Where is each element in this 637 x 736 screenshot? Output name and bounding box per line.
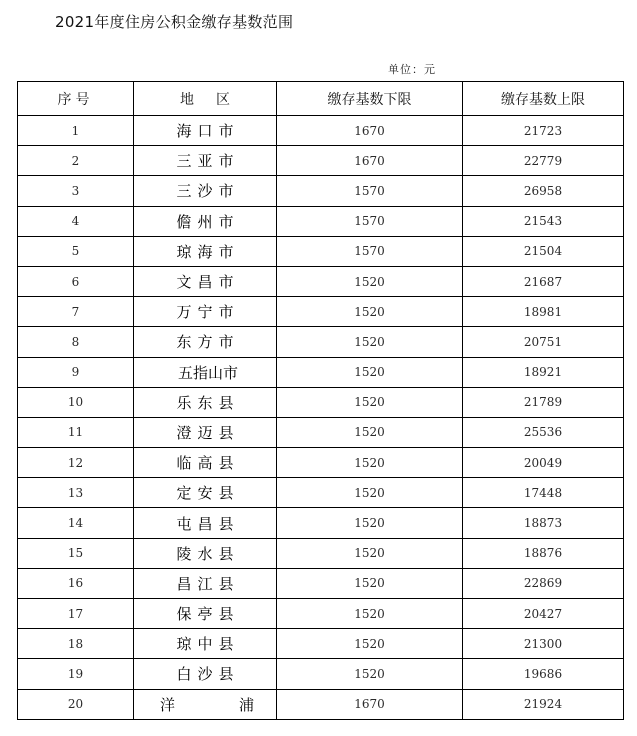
table-row [18,327,624,357]
table-row [18,417,624,447]
region-char: 浦 [238,695,254,714]
table-row [18,629,624,659]
cell-index: 11 [18,417,134,447]
cell-index: 10 [18,387,134,417]
contribution-base-table [17,81,624,720]
cell-region: 儋州市 [134,206,277,236]
cell-lower-limit: 1520 [277,448,463,478]
cell-upper-limit: 21300 [463,629,624,659]
cell-upper-limit: 25536 [463,417,624,447]
cell-region [134,689,277,719]
cell-upper-limit: 18981 [463,297,624,327]
cell-region: 文昌市 [134,266,277,296]
table-row [18,146,624,176]
region-name-spread [140,694,276,715]
cell-lower-limit: 1520 [277,659,463,689]
cell-region: 澄迈县 [134,417,277,447]
table-row [18,448,624,478]
table-row [18,568,624,598]
table-row [18,236,624,266]
cell-region: 五指山市 [134,357,277,387]
cell-index: 18 [18,629,134,659]
table-row [18,659,624,689]
table-row [18,478,624,508]
cell-region: 屯昌县 [134,508,277,538]
table-row [18,266,624,296]
table-row [18,116,624,146]
table-row [18,357,624,387]
cell-index: 8 [18,327,134,357]
cell-upper-limit: 21723 [463,116,624,146]
table-body [18,116,624,720]
cell-lower-limit: 1520 [277,266,463,296]
cell-lower-limit: 1520 [277,297,463,327]
cell-upper-limit: 20049 [463,448,624,478]
header-region: 地区 [134,82,277,116]
table-row [18,387,624,417]
cell-lower-limit: 1520 [277,387,463,417]
cell-region: 三沙市 [134,176,277,206]
cell-index: 19 [18,659,134,689]
table-row [18,297,624,327]
cell-upper-limit: 21924 [463,689,624,719]
cell-index: 20 [18,689,134,719]
cell-upper-limit: 20751 [463,327,624,357]
cell-region: 临高县 [134,448,277,478]
table-row [18,599,624,629]
cell-upper-limit: 21504 [463,236,624,266]
cell-lower-limit: 1520 [277,417,463,447]
cell-upper-limit: 18873 [463,508,624,538]
cell-region: 定安县 [134,478,277,508]
document-title: 2021年度住房公积金缴存基数范围 [55,13,294,31]
cell-index: 16 [18,568,134,598]
cell-lower-limit: 1520 [277,508,463,538]
cell-upper-limit: 20427 [463,599,624,629]
table-row [18,538,624,568]
cell-lower-limit: 1670 [277,146,463,176]
header-upper-limit: 缴存基数上限 [463,82,624,116]
cell-upper-limit: 21543 [463,206,624,236]
cell-upper-limit: 19686 [463,659,624,689]
cell-upper-limit: 22869 [463,568,624,598]
cell-lower-limit: 1570 [277,206,463,236]
cell-lower-limit: 1520 [277,629,463,659]
cell-lower-limit: 1520 [277,599,463,629]
cell-index: 15 [18,538,134,568]
cell-region: 东方市 [134,327,277,357]
cell-index: 7 [18,297,134,327]
cell-index: 13 [18,478,134,508]
cell-index: 12 [18,448,134,478]
cell-region: 昌江县 [134,568,277,598]
cell-lower-limit: 1520 [277,327,463,357]
cell-lower-limit: 1670 [277,689,463,719]
cell-region: 白沙县 [134,659,277,689]
cell-upper-limit: 21789 [463,387,624,417]
cell-region: 海口市 [134,116,277,146]
cell-lower-limit: 1520 [277,478,463,508]
header-index: 序号 [18,82,134,116]
cell-index: 2 [18,146,134,176]
cell-upper-limit: 18876 [463,538,624,568]
cell-index: 5 [18,236,134,266]
table-row [18,508,624,538]
cell-upper-limit: 21687 [463,266,624,296]
table-row [18,206,624,236]
cell-lower-limit: 1520 [277,357,463,387]
cell-index: 17 [18,599,134,629]
header-lower-limit: 缴存基数下限 [277,82,463,116]
cell-upper-limit: 26958 [463,176,624,206]
cell-upper-limit: 18921 [463,357,624,387]
cell-upper-limit: 17448 [463,478,624,508]
cell-region: 万宁市 [134,297,277,327]
cell-region: 保亭县 [134,599,277,629]
cell-upper-limit: 22779 [463,146,624,176]
cell-lower-limit: 1520 [277,538,463,568]
table-row [18,689,624,719]
cell-lower-limit: 1570 [277,176,463,206]
cell-region: 三亚市 [134,146,277,176]
table-header-row [18,82,624,116]
cell-region: 琼海市 [134,236,277,266]
cell-index: 9 [18,357,134,387]
cell-region: 陵水县 [134,538,277,568]
cell-index: 1 [18,116,134,146]
cell-lower-limit: 1520 [277,568,463,598]
cell-index: 4 [18,206,134,236]
unit-label: 单位：元 [388,63,436,76]
cell-index: 6 [18,266,134,296]
cell-lower-limit: 1570 [277,236,463,266]
cell-region: 乐东县 [134,387,277,417]
region-char: 洋 [160,695,176,714]
cell-lower-limit: 1670 [277,116,463,146]
cell-index: 14 [18,508,134,538]
cell-index: 3 [18,176,134,206]
table-row [18,176,624,206]
cell-region: 琼中县 [134,629,277,659]
